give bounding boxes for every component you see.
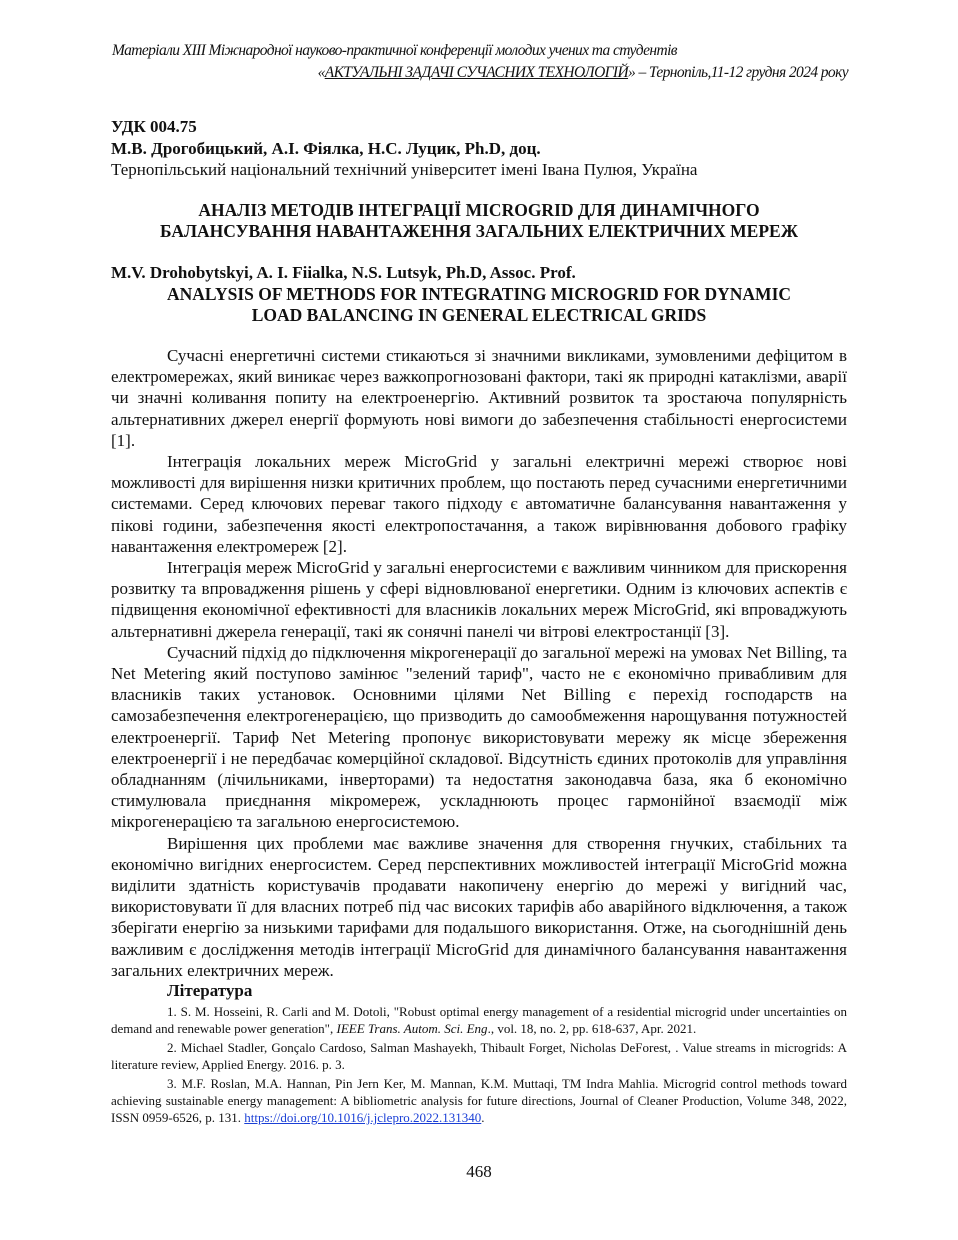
quote-open: « (317, 64, 325, 81)
reference-text: 3. M.F. Roslan, M.A. Hannan, Pin Jern Ker, M. Mannan, K.M. Muttaqi, TM Indra Mahlia. Microgrid control methods toward achieving sustainable energy management: A bibliometric analysis for future directions, Journal of Cleaner Production, Volume 348, 2022, ISSN 0959-6526, p. 131. (111, 1076, 847, 1126)
page-number: 468 (466, 1162, 492, 1181)
article-body (111, 345, 847, 1128)
title-english (111, 284, 847, 326)
paragraph: Сучасний підхід до підключення мікрогенерації до загальної мережі на умовах Net Billing, та Net Metering який поступово замінює "зелений тариф", часто не є економічно привабливим для власників таких установок. Основними цілями Net Billing є перехід господарств на самозабезпечення електрогенерацією, що призводить до самообмеження нарощування потужностей електроенергії. Тариф Net Metering пропонує використовувати мережу як місце збереження електроенергії і не передбачає комерційної складової. Відсутність єдиних протоколів для управління обладнанням (лічильниками, інверторами) та недостатня законодавча база, яка б економічно стимулювала приєднання мікромереж, ускладнюють процес гармонійної взаємодії між мікрогенерацією та загальною енергосистемою. (111, 642, 847, 832)
title-ukrainian-line-1: АНАЛІЗ МЕТОДІВ ІНТЕГРАЦІЇ MICROGRID ДЛЯ ДИНАМІЧНОГО (198, 200, 760, 220)
running-header-line-1: Матеріали XIII Міжнародної науково-практичної конференції молодих учених та студентів (112, 42, 677, 59)
affiliation: Тернопільський національний технічний університет імені Івана Пулюя, Україна (111, 160, 698, 179)
running-header-line-2 (112, 64, 848, 82)
reference-text: 1. S. M. Hosseini, R. Carli and M. Dotoli, "Robust optimal energy management of a residential microgrid under uncertainties on demand and renewable power generation", (111, 1004, 847, 1037)
reference-text: ., vol. 18, no. 2, pp. 618-637, Apr. 2021. (487, 1021, 697, 1037)
reference-item (111, 1075, 847, 1126)
title-english-line-1: ANALYSIS OF METHODS FOR INTEGRATING MICROGRID FOR DYNAMIC (166, 284, 792, 304)
reference-item (111, 1003, 847, 1037)
conference-place-date: » – Тернопіль,11-12 грудня 2024 року (628, 64, 848, 81)
title-ukrainian (111, 200, 847, 242)
authors-english: M.V. Drohobytskyi, A. I. Fiialka, N.S. Lutsyk, Ph.D, Assoc. Prof. (111, 263, 576, 282)
paragraph: Вирішення цих проблеми має важливе значення для створення гнучких, стабільних та економічно вигідних енергосистем. Серед перспективних можливостей інтеграції MicroGrid можна виділити здатність користувачів продавати накопичену енергію до мережі у вигідний час, використовувати її для власних потреб під час високих тарифів або аварійного відключення, а також зберігати енергію за низькими тарифами для подальшого використання. Отже, на сьогоднішній день важливим є дослідження методів інтеграції MicroGrid для динамічного балансування навантаження загальних електричних мереж. (111, 833, 847, 980)
udk-code: УДК 004.75 (111, 117, 197, 136)
title-english-line-2: LOAD BALANCING IN GENERAL ELECTRICAL GRIDS (251, 305, 707, 325)
authors-ukrainian: М.В. Дрогобицький, А.І. Фіялка, Н.С. Луцик, Ph.D, доц. (111, 139, 541, 158)
reference-item: 2. Michael Stadler, Gonçalo Cardoso, Salman Mashayekh, Thibault Forget, Nicholas DeForest, . Value streams in microgrids: A literature review, Applied Energy. 2016. p. 3. (111, 1040, 847, 1073)
title-ukrainian-line-2: БАЛАНСУВАННЯ НАВАНТАЖЕННЯ ЗАГАЛЬНИХ ЕЛЕКТРИЧНИХ МЕРЕЖ (159, 221, 799, 241)
doi-link[interactable]: https://doi.org/10.1016/j.jclepro.2022.131340 (244, 1110, 482, 1126)
conference-name: АКТУАЛЬНІ ЗАДАЧІ СУЧАСНИХ ТЕХНОЛОГІЙ (324, 64, 629, 81)
literature-heading: Література (167, 981, 253, 1001)
reference-list (111, 1003, 847, 1126)
reference-text: . (481, 1110, 485, 1126)
journal-name: IEEE Trans. Autom. Sci. Eng (336, 1021, 488, 1037)
paragraph: Інтеграція локальних мереж MicroGrid у загальні електричні мережі створює нові можливості для вирішення низки критичних проблем, що постають перед сучасними енергетичними системами. Серед ключових переваг такого підходу є автоматичне балансування навантаження у пікові години, забезпечення якості електропостачання, а також вирівнювання добового графіку навантаження електромереж [2]. (111, 452, 847, 556)
paragraph: Інтеграція мереж MicroGrid у загальні енергосистеми є важливим чинником для прискорення розвитку та впровадження рішень у сфері відновлюваної енергетики. Одним із ключових аспектів є підвищення економічної ефективності для власників локальних мереж MicroGrid, які впроваджують альтернативні джерела генерації, такі як сонячні панелі чи вітрові електростанції [3]. (111, 558, 847, 641)
paragraph: Сучасні енергетичні системи стикаються зі значними викликами, зумовленими дефіцитом в електромережах, який виникає через важкопрогнозовані фактори, такі як природні катаклізми, аварії чи значні коливання попиту на електроенергію. Активний розвиток та зростаюча популярність альтернативних джерел енергії формують нові вимоги до забезпечення стабільності енергосистеми [1]. (111, 346, 847, 450)
